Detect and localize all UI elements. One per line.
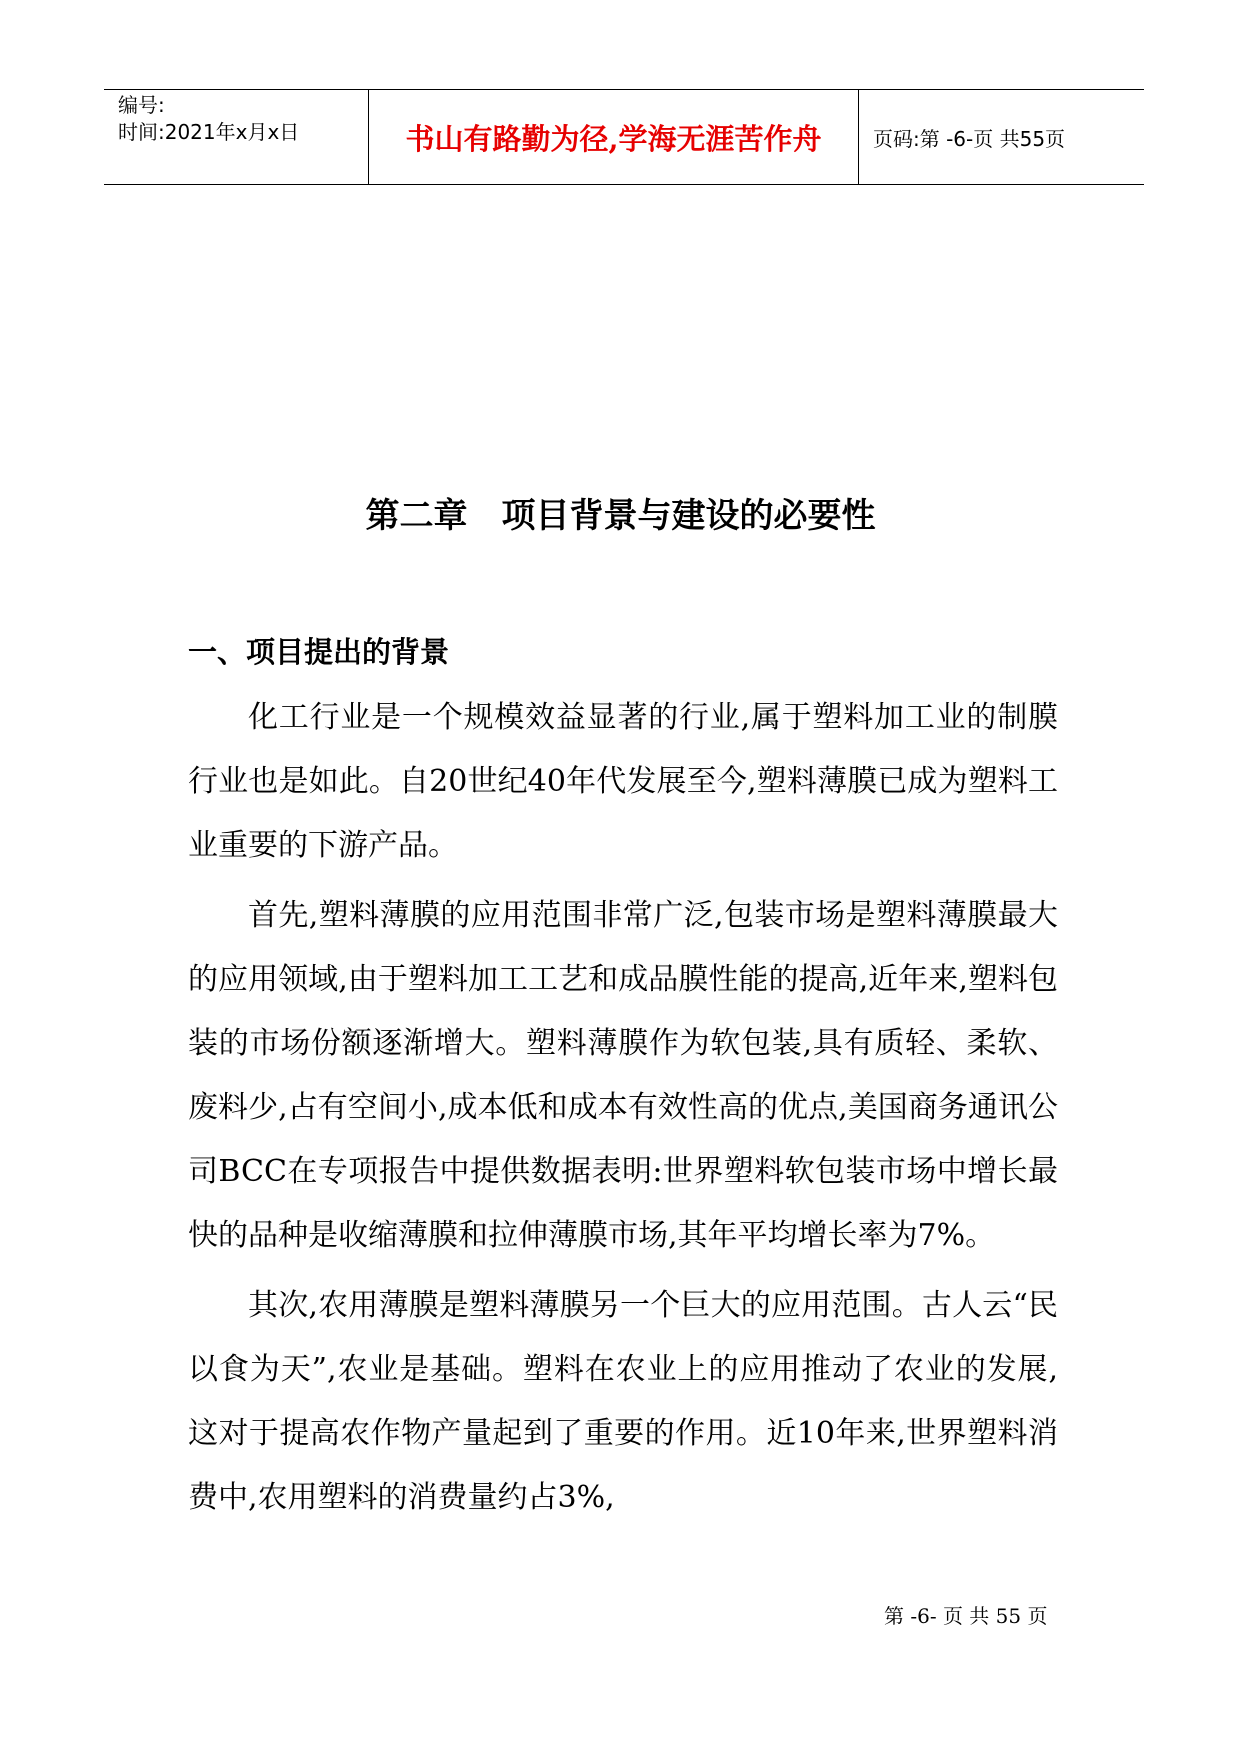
paragraph-3: 其次,农用薄膜是塑料薄膜另一个巨大的应用范围。古人云“民以食为天”,农业是基础。塑料在农业上的应用推动了农业的发展,这对于提高农作物产量起到了重要的作用。近10年来,世界塑料消费中,农用塑料的消费量约占3%, <box>188 1288 1058 1515</box>
header-motto: 书山有路勤为径,学海无涯苦作舟 <box>369 90 859 184</box>
paragraph-1: 化工行业是一个规模效益显著的行业,属于塑料加工业的制膜行业也是如此。自20世纪40年代发展至今,塑料薄膜已成为塑料工业重要的下游产品。 <box>188 700 1058 863</box>
body-text <box>188 686 1058 1530</box>
page-footer: 第 -6- 页 共 55 页 <box>884 1604 1048 1628</box>
chapter-title: 第二章 项目背景与建设的必要性 <box>365 496 876 536</box>
header-page-code: 页码:第 -6-页 共55页 <box>873 126 1066 151</box>
section-heading: 一、项目提出的背景 <box>188 635 450 669</box>
number-label: 编号: <box>118 93 165 117</box>
header-info-cell <box>104 90 369 184</box>
page-header <box>104 89 1144 185</box>
paragraph-2: 首先,塑料薄膜的应用范围非常广泛,包装市场是塑料薄膜最大的应用领域,由于塑料加工工艺和成品膜性能的提高,近年来,塑料包装的市场份额逐渐增大。塑料薄膜作为软包装,具有质轻、柔软、废料少,占有空间小,成本低和成本有效性高的优点,美国商务通讯公司BCC在专项报告中提供数据表明:世界塑料软包装市场中增长最快的品种是收缩薄膜和拉伸薄膜市场,其年平均增长率为7%。 <box>188 898 1058 1253</box>
time-label: 时间:2021年x月x日 <box>118 120 300 144</box>
